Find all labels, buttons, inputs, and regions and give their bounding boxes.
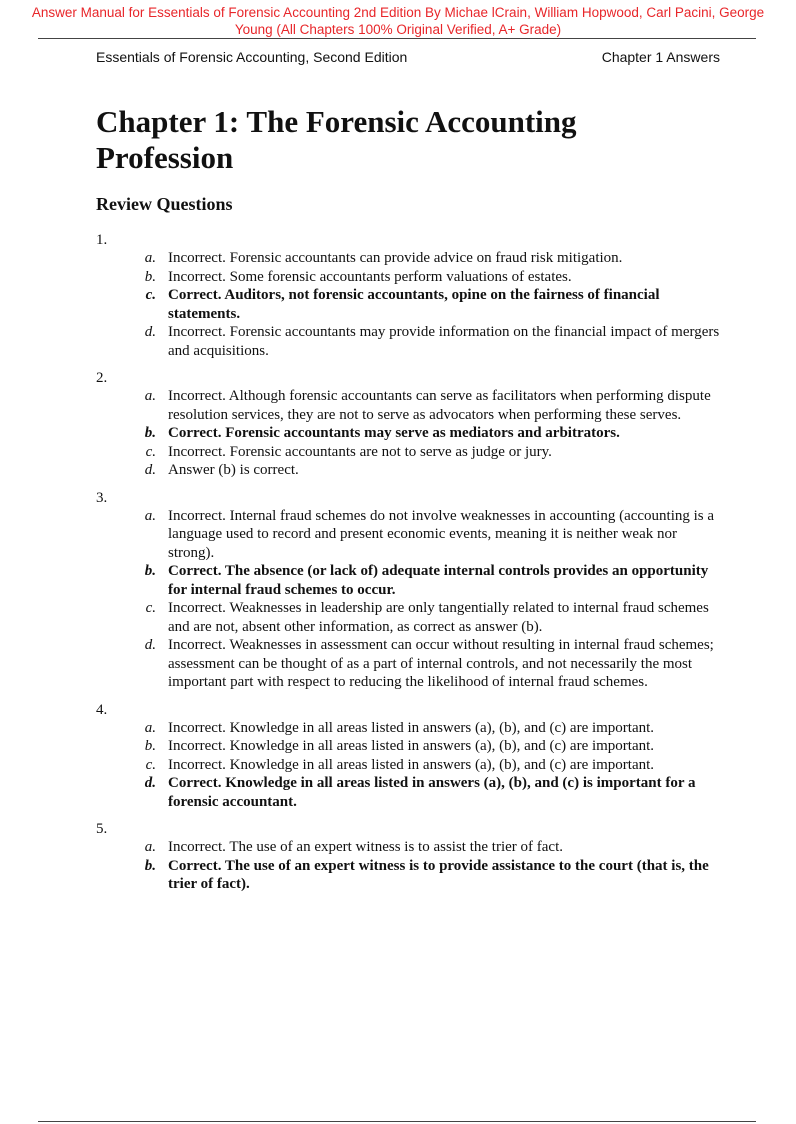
answer-choice: [96, 249, 726, 268]
choice-letter: a.: [144, 250, 156, 266]
choice-letter: d.: [144, 775, 156, 791]
question-2: [96, 369, 726, 480]
choice-text: Incorrect. Knowledge in all areas listed in answers (a), (b), and (c) are important.: [168, 738, 655, 754]
section-title: Review Questions: [96, 194, 233, 214]
choice-text: Correct. The use of an expert witness is to provide assistance to the court (that is, the trier of fact).: [168, 857, 709, 892]
choice-text: Incorrect. Some forensic accountants perform valuations of estates.: [168, 268, 572, 285]
answer-choice: [96, 268, 726, 287]
choice-letter: b.: [144, 857, 156, 874]
banner-divider: [38, 38, 756, 39]
answer-choice: [96, 756, 726, 775]
question-3: [96, 489, 726, 692]
question-number: 5.: [96, 821, 108, 837]
running-header: [96, 49, 720, 65]
answer-choice: [96, 443, 726, 462]
choice-text: Incorrect. The use of an expert witness is to assist the trier of fact.: [168, 839, 564, 855]
choice-letter: a.: [144, 719, 156, 736]
choice-letter: b.: [144, 425, 156, 441]
choice-letter: b.: [144, 563, 156, 579]
answer-choice: [96, 857, 726, 894]
choice-letter: d.: [144, 637, 156, 653]
answer-choice: [96, 636, 726, 692]
question-list: [96, 231, 726, 903]
choice-text: Incorrect. Although forensic accountants can serve as facilitators when performing dispute resolution services, they are not to serve as advocators when performing these serves.: [168, 388, 711, 423]
choice-letter: a.: [144, 388, 156, 404]
answer-choice: [96, 774, 726, 811]
question-number: 1.: [96, 232, 108, 248]
choice-text: Incorrect. Knowledge in all areas listed in answers (a), (b), and (c) are important.: [168, 756, 655, 773]
answer-choice: [96, 719, 726, 738]
choice-letter: b.: [144, 268, 156, 285]
choice-text: Correct. Auditors, not forensic accountants, opine on the fairness of financial statements.: [168, 287, 660, 322]
answer-choice: [96, 424, 726, 443]
choice-letter: c.: [145, 756, 156, 773]
choice-text: Incorrect. Weaknesses in leadership are only tangentially related to internal fraud schemes and are not, absent other information, as correct as answer (b).: [168, 600, 709, 635]
choice-letter: a.: [144, 507, 156, 524]
answer-choice: [96, 323, 726, 360]
question-number: 3.: [96, 489, 108, 506]
answer-choice: [96, 838, 726, 857]
choice-letter: a.: [144, 839, 156, 855]
choice-text: Incorrect. Forensic accountants can provide advice on fraud risk mitigation.: [168, 250, 623, 266]
choice-text: Incorrect. Weaknesses in assessment can occur without resulting in internal fraud schemes; assessment can be thought of as a part of internal controls, and not necessarily the most important part with respect to reducing the likelihood of internal fraud schemes.: [168, 637, 714, 690]
answer-choice: [96, 387, 726, 424]
chapter-label: Chapter 1 Answers: [601, 49, 720, 65]
answer-choice: [96, 562, 726, 599]
choice-letter: b.: [144, 738, 156, 754]
answer-choice: [96, 507, 726, 563]
footer-divider: [38, 1121, 756, 1122]
book-title: Essentials of Forensic Accounting, Second Edition: [96, 49, 408, 65]
answer-choice: [96, 737, 726, 756]
answer-choice: [96, 599, 726, 636]
question-5: [96, 820, 726, 894]
choice-letter: c.: [145, 443, 156, 460]
choice-text: Incorrect. Internal fraud schemes do not involve weaknesses in accounting (accounting is a language used to record and present economic events, meaning it is neither weak nor strong).: [168, 507, 715, 561]
choice-text: Incorrect. Forensic accountants are not to serve as judge or jury.: [168, 443, 552, 460]
choice-text: Answer (b) is correct.: [168, 462, 299, 478]
choice-letter: c.: [145, 287, 156, 303]
choice-letter: c.: [145, 600, 156, 616]
choice-letter: d.: [144, 462, 156, 478]
source-banner: Answer Manual for Essentials of Forensic Accounting 2nd Edition By Michae lCrain, William Hopwood, Carl Pacini, George Young (All Chapters 100% Original Verified, A+ Grade): [31, 5, 765, 37]
choice-text: Incorrect. Knowledge in all areas listed in answers (a), (b), and (c) are important.: [168, 719, 655, 736]
answer-choice: [96, 286, 726, 323]
answer-choice: [96, 461, 726, 480]
choice-text: Correct. Forensic accountants may serve as mediators and arbitrators.: [168, 425, 620, 441]
choice-text: Correct. Knowledge in all areas listed in answers (a), (b), and (c) is important for a forensic accountant.: [168, 775, 696, 810]
question-4: [96, 701, 726, 812]
choice-letter: d.: [144, 324, 156, 340]
question-1: [96, 231, 726, 360]
chapter-title: Chapter 1: The Forensic Accounting Profession: [96, 104, 577, 175]
choice-text: Correct. The absence (or lack of) adequate internal controls provides an opportunity for internal fraud schemes to occur.: [168, 563, 709, 598]
choice-text: Incorrect. Forensic accountants may provide information on the financial impact of mergers and acquisitions.: [168, 324, 720, 359]
question-number: 4.: [96, 701, 108, 718]
question-number: 2.: [96, 370, 108, 386]
